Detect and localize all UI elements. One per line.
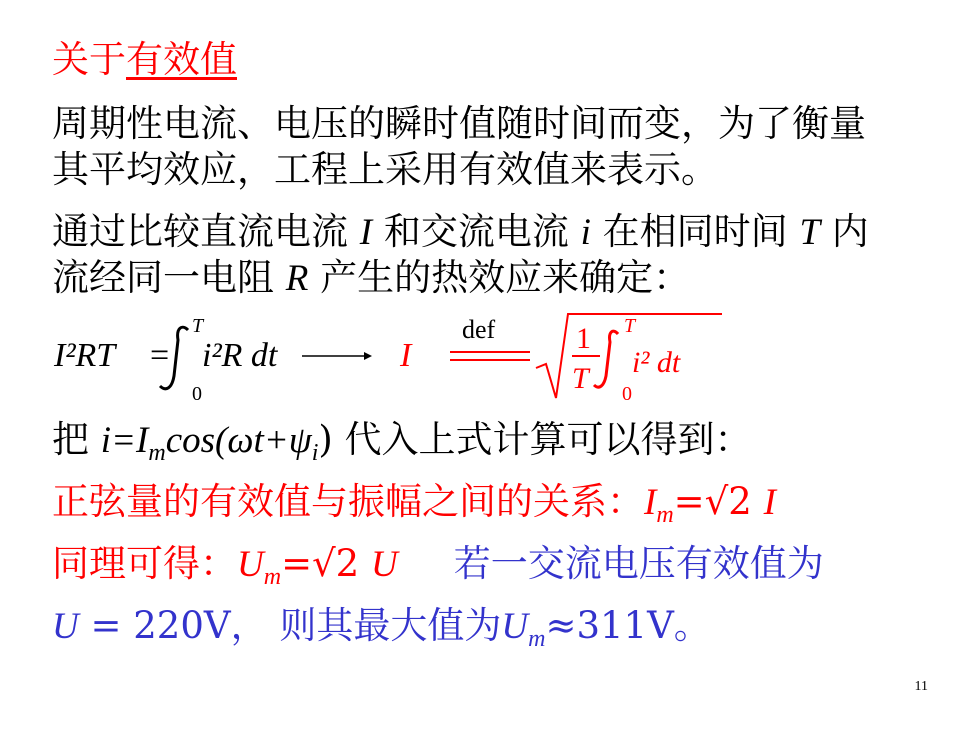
integral-upper: T	[192, 315, 204, 337]
frac-numerator: 1	[576, 322, 591, 355]
sub-i: i	[311, 440, 319, 466]
var-T: T	[799, 212, 821, 253]
para1-line1: 周期性电流、电压的瞬时值随时间而变，为了衡量	[52, 102, 866, 145]
page-number: 11	[914, 679, 928, 694]
sqrt-integral-upper: T	[624, 315, 636, 337]
title-keyword: 有效值	[126, 38, 237, 81]
para2-text-b: 和交流电流	[372, 210, 581, 253]
similar-prefix: 同理可得：	[52, 542, 237, 585]
relation-text: 正弦量的有效值与振幅之间的关系：	[52, 480, 644, 523]
sqrt-integral-lower: 0	[622, 383, 632, 405]
para2-line1	[52, 210, 869, 255]
similar-U: U	[370, 544, 398, 585]
frac-denominator: T	[572, 362, 589, 395]
var-i: i	[580, 212, 591, 253]
relation-sub-m: m	[656, 502, 674, 528]
para2-text-f: 产生的热效应来确定：	[308, 256, 691, 299]
var-R: R	[285, 258, 309, 299]
def-label: def	[462, 315, 496, 344]
para2-line2	[52, 256, 690, 301]
similar-Um: U	[237, 544, 264, 585]
last-text: 则其最大值为	[267, 604, 502, 647]
relation-line	[52, 480, 776, 537]
substitute-suffix: 代入上式计算可以得到：	[332, 418, 752, 461]
substitute-expr: i=I	[100, 420, 149, 461]
integrand: i²R dt	[202, 337, 278, 374]
para2-text-a: 通过比较直流电流	[52, 210, 360, 253]
similar-line	[52, 542, 824, 599]
para2-text-d: 内	[820, 210, 869, 253]
substitute-cos: cos(ωt+ψ	[165, 420, 312, 461]
para1-line2: 其平均效应，工程上采用有效值来表示。	[52, 148, 718, 191]
title-prefix: 关于	[52, 38, 126, 81]
relation-Im: I	[644, 482, 657, 523]
substitute-line	[52, 418, 752, 475]
last-U: U	[52, 606, 79, 647]
similar-sub-m: m	[263, 564, 282, 590]
substitute-prefix: 把	[52, 418, 101, 461]
integral-lower: 0	[192, 383, 202, 405]
last-line	[52, 604, 711, 661]
sqrt-integrand: i² dt	[632, 346, 681, 379]
formula-eq: =	[150, 337, 170, 374]
relation-eq: =	[673, 480, 705, 523]
slide-title	[52, 38, 237, 82]
result-I: I	[400, 337, 412, 374]
relation-sqrt2: √2	[704, 480, 752, 523]
formula-lhs: I²RT	[54, 337, 116, 374]
arrow-icon	[364, 352, 372, 360]
similar-blue-text: 若一交流电压有效值为	[453, 542, 824, 585]
para2-text-c: 在相同时间	[590, 210, 800, 253]
para2-text-e: 流经同一电阻	[52, 256, 286, 299]
substitute-close: )	[318, 418, 333, 461]
sub-m: m	[148, 440, 166, 466]
relation-I: I	[763, 482, 776, 523]
last-sub-m: m	[528, 626, 546, 652]
sqrt-integral-sign	[594, 331, 618, 387]
last-approx: ≈311V。	[545, 604, 711, 647]
similar-eq: =	[281, 542, 313, 585]
var-I: I	[359, 212, 373, 253]
rms-definition-formula	[52, 308, 752, 408]
similar-sqrt2: √2	[312, 542, 360, 585]
last-value: = 220V，	[78, 604, 268, 647]
last-Um: U	[501, 606, 529, 647]
